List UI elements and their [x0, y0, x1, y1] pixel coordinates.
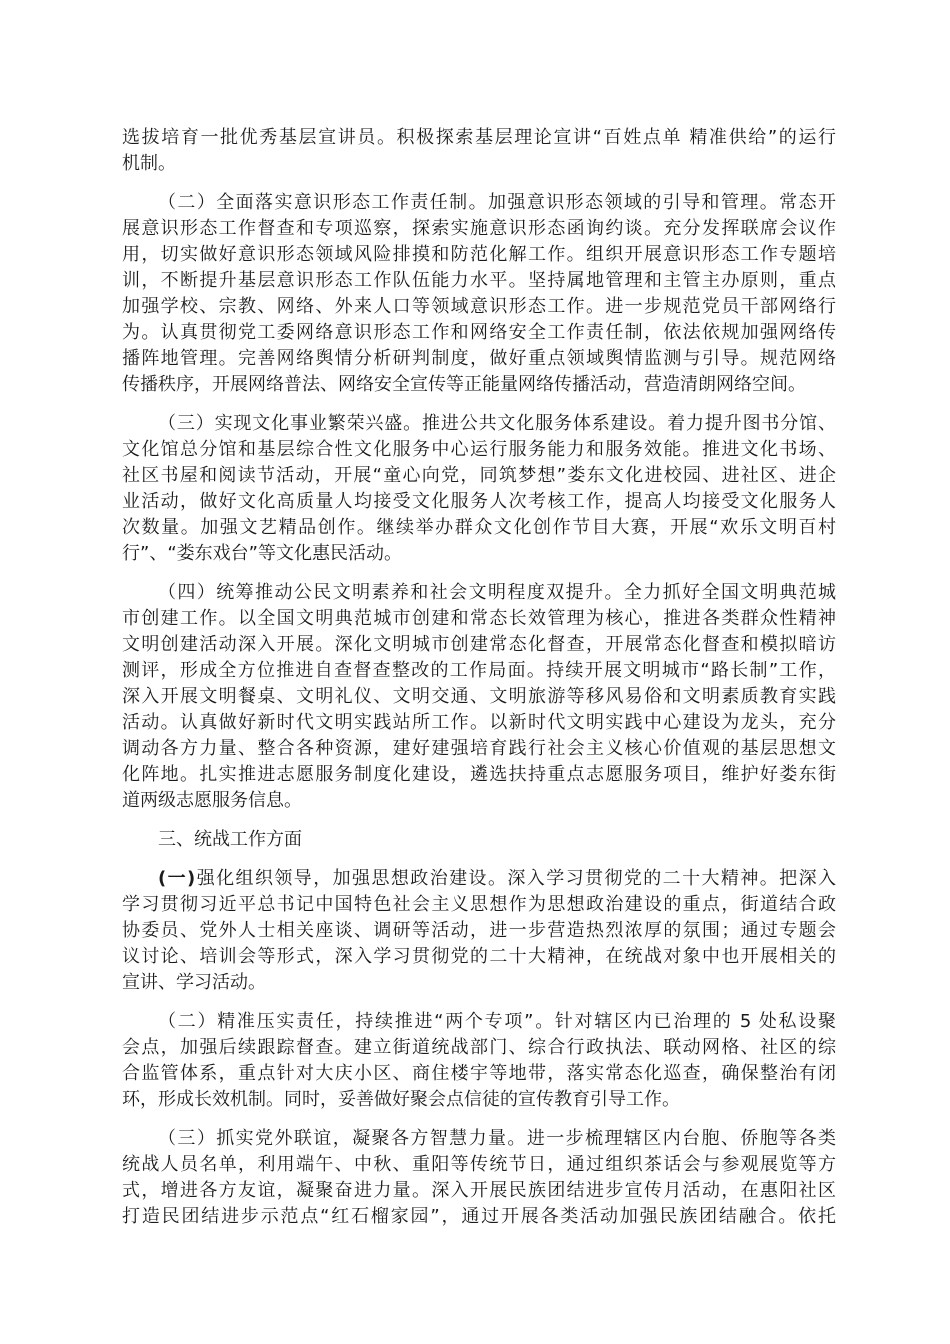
paragraph-line — [122, 866, 836, 892]
paragraph-line: 宣讲、学习活动。 — [122, 972, 266, 993]
paragraph-line: 议讨论、培训会等形式，深入学习贯彻党的二十大精神，在统战对象中也开展相关的 — [122, 946, 836, 967]
paragraph-line: 行”、“娄东戏台”等文化惠民活动。 — [122, 543, 402, 564]
paragraph-line: 文明创建活动深入开展。深化文明城市创建常态化督查，开展常态化督查和模拟暗访 — [122, 634, 836, 655]
paragraph-line: 传播秩序，开展网络普法、网络安全宣传等正能量网络传播活动，营造清朗网络空间。 — [122, 374, 806, 395]
paragraph-line: 环，形成长效机制。同时，妥善做好聚会点信徒的宣传教育引导工作。 — [122, 1089, 680, 1110]
document-page — [122, 125, 836, 1243]
paragraph-line: 市创建工作。以全国文明典范城市创建和常态长效管理为核心，推进各类群众性精神 — [122, 608, 836, 629]
paragraph-line: 协委员、党外人士相关座谈、调研等活动，进一步营造热烈浓厚的氛围；通过专题会 — [122, 920, 836, 941]
paragraph-line: 业活动，做好文化高质量人均接受文化服务人次考核工作，提高人均接受文化服务人 — [122, 491, 836, 512]
paragraph-line: 深入开展文明餐桌、文明礼仪、文明交通、文明旅游等移风易俗和文明素质教育实践 — [122, 686, 836, 707]
paragraph-line: 训，不断提升基层意识形态工作队伍能力水平。坚持属地管理和主管主办原则，重点 — [122, 270, 836, 291]
paragraph-line: （四）统筹推动公民文明素养和社会文明程度双提升。全力抓好全国文明典范城 — [158, 582, 836, 603]
paragraph-line: 统战人员名单，利用端午、中秋、重阳等传统节日，通过组织茶话会与参观展览等方 — [122, 1154, 836, 1175]
paragraph-ideology-responsibility — [122, 190, 836, 398]
paragraph-line: 机制。 — [122, 153, 176, 174]
paragraph-united-front-liaison — [122, 1126, 836, 1230]
paragraph-line: 次数量。加强文艺精品创作。继续举办群众文化创作节目大赛，开展“欢乐文明百村 — [122, 517, 836, 538]
paragraph-line: 社区书屋和阅读节活动，开展“童心向党，同筑梦想”娄东文化进校园、进社区、进企 — [122, 465, 836, 486]
paragraph-line: （三）实现文化事业繁荣兴盛。推进公共文化服务体系建设。着力提升图书分馆、 — [158, 413, 836, 434]
paragraph-line: 为。认真贯彻党工委网络意识形态工作和网络安全工作责任制，依法依规加强网络传 — [122, 322, 836, 343]
paragraph-civilization — [122, 580, 836, 814]
paragraph-culture — [122, 411, 836, 567]
paragraph-line: 合监管体系，重点针对大庆小区、商住楼宇等地带，落实常态化巡查，确保整治有闭 — [122, 1063, 836, 1084]
paragraph-line: 测评，形成全方位推进自查督查整改的工作局面。持续开展文明城市“路长制”工作， — [122, 660, 836, 681]
paragraph-line: 选拔培育一批优秀基层宣讲员。积极探索基层理论宣讲“百姓点单 精准供给”的运行 — [122, 127, 836, 148]
paragraph-line: 学习贯彻习近平总书记中国特色社会主义思想作为思想政治建设的重点，街道结合政 — [122, 894, 836, 915]
paragraph-line: （二）全面落实意识形态工作责任制。加强意识形态领域的引导和管理。常态开 — [158, 192, 836, 213]
item-number: (一) — [158, 868, 196, 889]
paragraph-line: 加强学校、宗教、网络、外来人口等领域意识形态工作。进一步规范党员干部网络行 — [122, 296, 836, 317]
paragraph-line-text: 强化组织领导，加强思想政治建设。深入学习贯彻党的二十大精神。把深入 — [195, 868, 837, 889]
section-heading: 三、统战工作方面 — [158, 829, 302, 850]
paragraph-line: 式，增进各方友谊，凝聚奋进力量。深入开展民族团结进步宣传月活动，在惠阳社区 — [122, 1180, 836, 1201]
paragraph-line: 化阵地。扎实推进志愿服务制度化建设，遴选扶持重点志愿服务项目，维护好娄东街 — [122, 764, 836, 785]
paragraph-line: （三）抓实党外联谊，凝聚各方智慧力量。进一步梳理辖区内台胞、侨胞等各类 — [158, 1128, 836, 1149]
paragraph-line: 调动各方力量、整合各种资源，建好建强培育践行社会主义核心价值观的基层思想文 — [122, 738, 836, 759]
paragraph-line: 道两级志愿服务信息。 — [122, 790, 302, 811]
paragraph-responsibility-special — [122, 1009, 836, 1113]
paragraph-line: 展意识形态工作督查和专项巡察，探索实施意识形态函询约谈。充分发挥联席会议作 — [122, 218, 836, 239]
paragraph-continuation — [122, 125, 836, 177]
paragraph-line: 文化馆总分馆和基层综合性文化服务中心运行服务能力和服务效能。推进文化书场、 — [122, 439, 836, 460]
paragraph-line: 活动。认真做好新时代文明实践站所工作。以新时代文明实践中心建设为龙头，充分 — [122, 712, 836, 733]
paragraph-line: 会点，加强后续跟踪督查。建立街道统战部门、综合行政执法、联动网格、社区的综 — [122, 1037, 836, 1058]
paragraph-line: 播阵地管理。完善网络舆情分析研判制度，做好重点领域舆情监测与引导。规范网络 — [122, 348, 836, 369]
paragraph-line: 用，切实做好意识形态领域风险排摸和防范化解工作。组织开展意识形态工作专题培 — [122, 244, 836, 265]
paragraph-line: （二）精准压实责任，持续推进“两个专项”。针对辖区内已治理的 5 处私设聚 — [158, 1011, 836, 1032]
paragraph-line: 打造民团结进步示范点“红石榴家园”，通过开展各类活动加强民族团结融合。依托 — [122, 1206, 836, 1227]
paragraph-organization-leadership — [122, 866, 836, 996]
